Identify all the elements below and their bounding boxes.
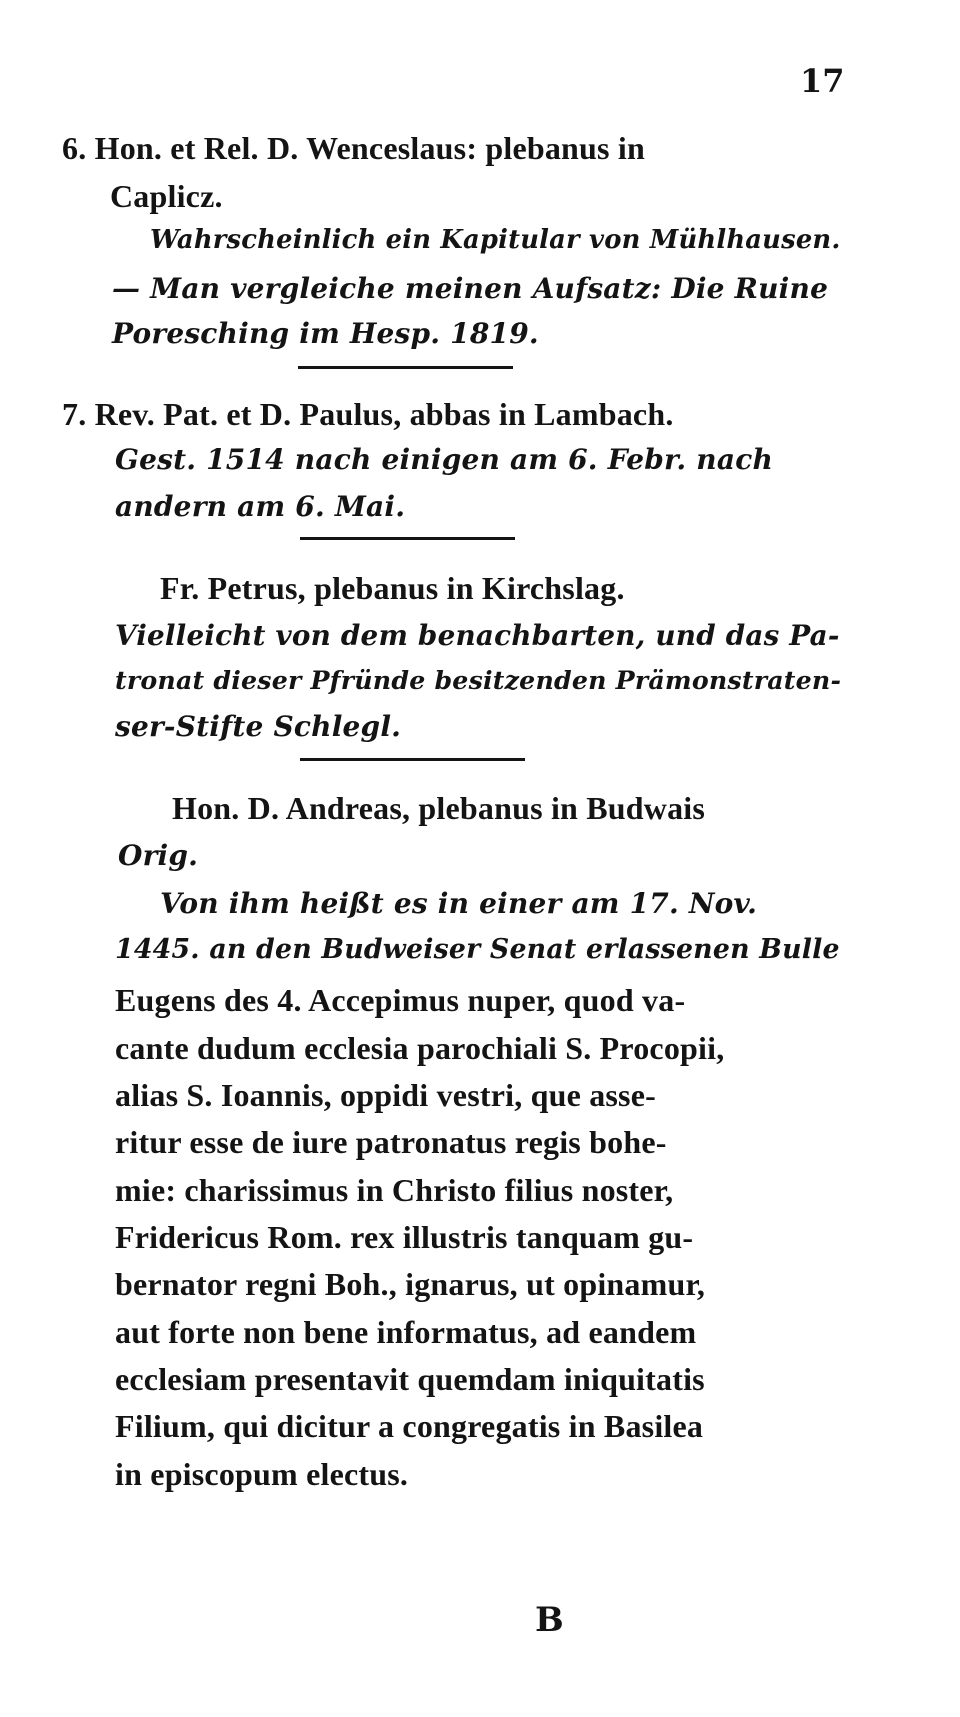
separator-rule (300, 758, 525, 761)
text-line: alias S. Ioannis, oppidi vestri, que asse- (115, 1077, 656, 1113)
text-line: Wahrscheinlich ein Kapitular von Mühlhausen. (150, 225, 841, 255)
text-line: bernator regni Boh., ignarus, ut opinamur, (115, 1266, 706, 1302)
text-line: 6. Hon. et Rel. D. Wenceslaus: plebanus in (62, 130, 645, 166)
text-line: mie: charissimus in Christo filius noster, (115, 1172, 674, 1208)
text-line: Gest. 1514 nach einigen am 6. Febr. nach (115, 443, 774, 476)
text-line: ritur esse de iure patronatus regis bohe- (115, 1124, 667, 1160)
text-line: Caplicz. (110, 178, 223, 214)
text-line: tronat dieser Pfründe besitzenden Prämonstraten- (115, 665, 842, 695)
text-line: Hon. D. Andreas, plebanus in Budwais (172, 790, 706, 826)
text-line: ser-Stifte Schlegl. (115, 710, 402, 743)
text-line: 1445. an den Budweiser Senat erlassenen Bulle (115, 934, 840, 965)
text-line: Eugens des 4. Accepimus nuper, quod va- (115, 982, 686, 1018)
separator-rule (300, 537, 515, 540)
text-line: Fridericus Rom. rex illustris tanquam gu- (115, 1219, 694, 1255)
text-line: in episcopum electus. (115, 1456, 409, 1492)
text-line: Orig. (118, 839, 199, 872)
text-line: Von ihm heißt es in einer am 17. Nov. (160, 887, 758, 920)
text-line: andern am 6. Mai. (115, 490, 406, 523)
text-line: aut forte non bene informatus, ad eandem (115, 1314, 697, 1350)
signature-mark: B (535, 1600, 564, 1640)
text-line: cante dudum ecclesia parochiali S. Procopii, (115, 1030, 725, 1066)
text-line: ecclesiam presentavit quemdam iniquitatis (115, 1361, 705, 1397)
separator-rule (298, 366, 513, 369)
text-line: Fr. Petrus, plebanus in Kirchslag. (160, 570, 625, 606)
text-line: — Man vergleiche meinen Aufsatz: Die Ruine (112, 272, 829, 305)
text-line: 7. Rev. Pat. et D. Paulus, abbas in Lambach. (62, 396, 674, 432)
text-line: Filium, qui dicitur a congregatis in Basilea (115, 1408, 704, 1444)
text-line: Vielleicht von dem benachbarten, und das Pa- (115, 619, 840, 652)
text-line: Poresching im Hesp. 1819. (112, 317, 539, 350)
page-number: 17 (800, 62, 845, 100)
